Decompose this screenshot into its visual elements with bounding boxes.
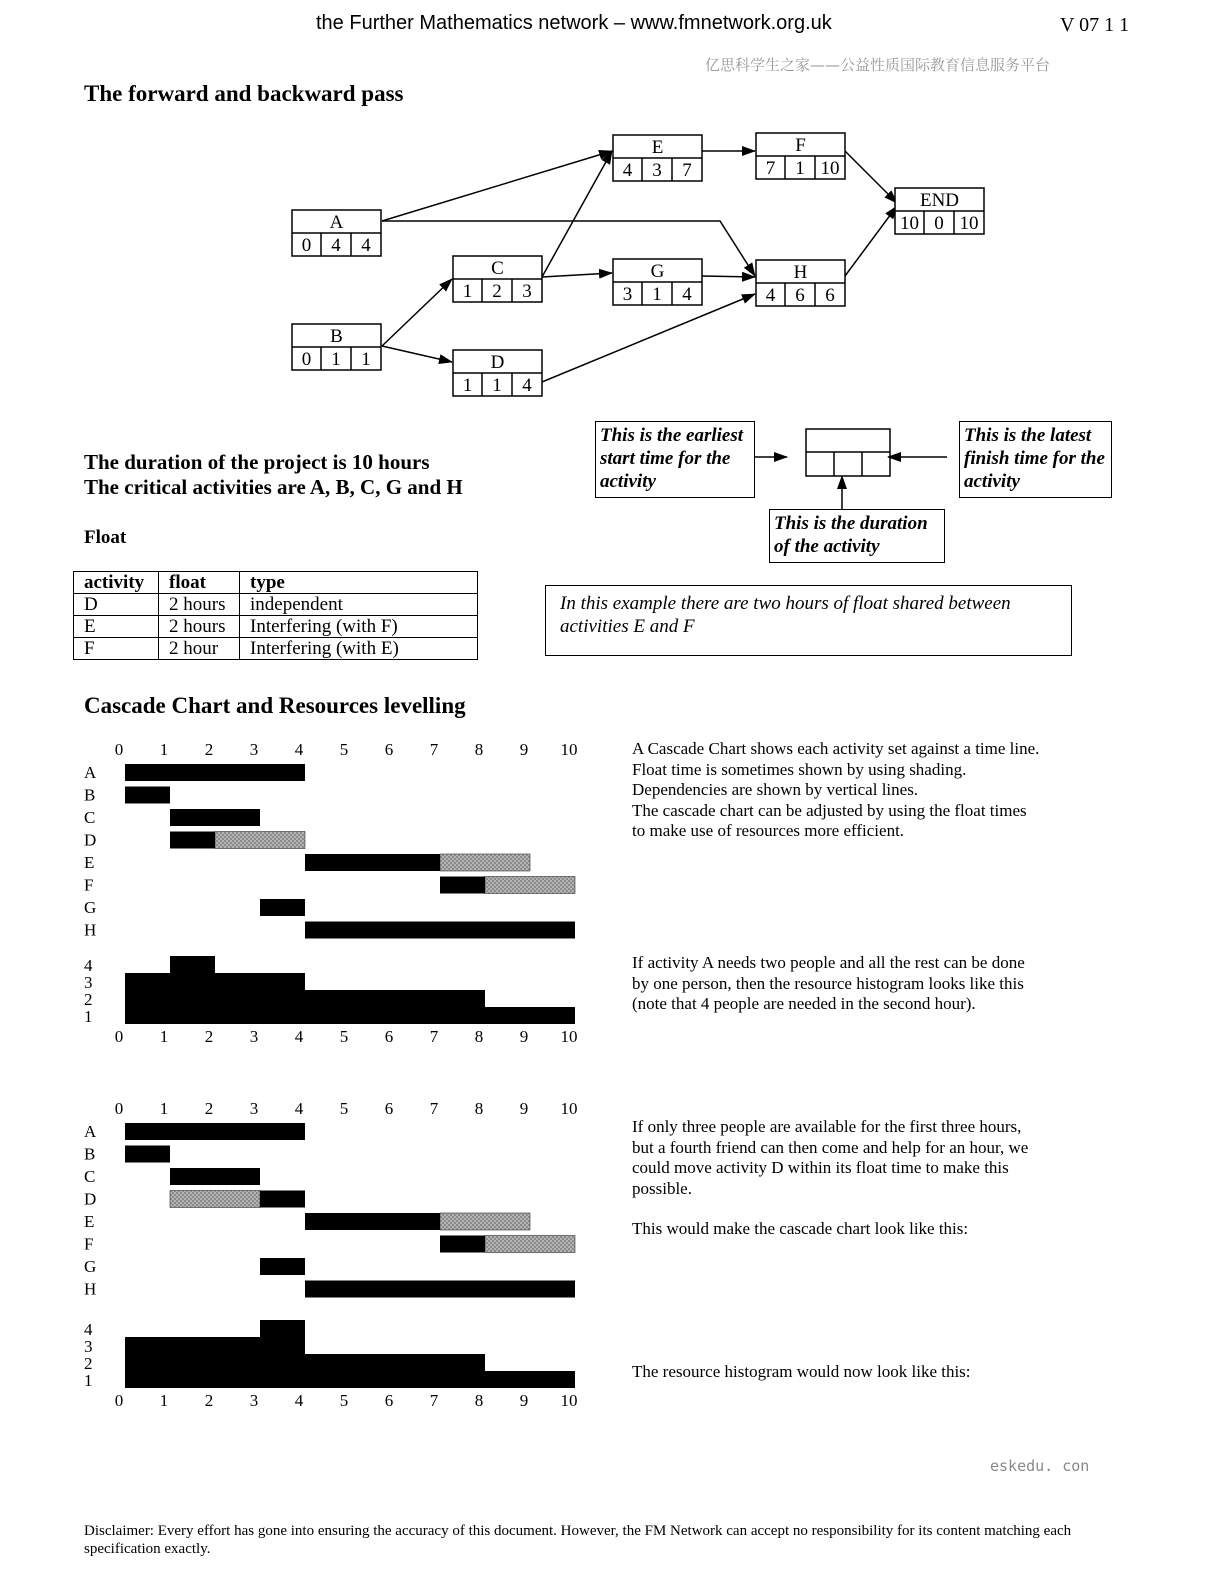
float-cell: 2 hour	[159, 638, 240, 660]
activity-bar	[170, 832, 215, 849]
row-label: A	[84, 1122, 97, 1141]
x-tick-label: 2	[204, 740, 214, 759]
activity-bar	[260, 1191, 305, 1208]
histogram-chart-3	[84, 1320, 578, 1410]
node-value-dur: 1	[795, 158, 805, 179]
text-line: to make use of resources more efficient.	[632, 821, 905, 840]
row-label: F	[84, 1234, 94, 1254]
histogram-bar	[395, 990, 440, 1024]
legend-latest-finish-box: This is the latest finish time for the activity	[959, 421, 1112, 498]
x-tick-label: 8	[474, 1099, 484, 1118]
row-label: H	[84, 920, 97, 940]
node-value-est: 10	[900, 213, 919, 234]
activity-bar	[440, 877, 485, 894]
activity-bar	[305, 1281, 575, 1298]
activity-bar	[170, 809, 260, 826]
histogram-bar	[125, 1337, 170, 1388]
footer-watermark: eskedu. con	[990, 1457, 1090, 1475]
paragraph-cascade-after: This would make the cascade chart look like this:	[632, 1219, 969, 1238]
y-tick-label: 2	[84, 1354, 93, 1373]
critical-activities-text: The critical activities are A, B, C, G and H	[84, 475, 463, 499]
histogram-bar	[485, 1007, 530, 1024]
node-value-est: 7	[765, 158, 776, 179]
x-tick-label: 8	[474, 1027, 484, 1046]
float-cell: Interfering (with F)	[240, 616, 478, 638]
x-tick-label: 4	[294, 1391, 304, 1410]
x-tick-label: 7	[429, 1099, 439, 1118]
histogram-bar	[485, 1371, 530, 1388]
row-label: F	[84, 875, 94, 895]
node-value-lft: 4	[682, 284, 692, 305]
project-duration-text: The duration of the project is 10 hours	[84, 450, 430, 474]
y-tick-label: 3	[84, 1337, 93, 1356]
y-tick-label: 1	[84, 1371, 93, 1390]
float-col-activity: activity	[74, 572, 159, 594]
float-cell: E	[74, 616, 159, 638]
node-value-est: 4	[765, 285, 776, 306]
x-tick-label: 9	[519, 1391, 529, 1410]
node-label: END	[919, 190, 960, 211]
x-tick-label: 7	[429, 1027, 439, 1046]
node-value-est: 3	[622, 284, 633, 305]
x-tick-label: 0	[114, 1027, 124, 1046]
row-label: G	[84, 1257, 97, 1276]
activity-bar	[305, 922, 575, 939]
x-tick-label: 10	[560, 740, 578, 759]
histogram-bar	[305, 990, 350, 1024]
paragraph-histogram	[632, 953, 1025, 1015]
node-value-lft: 7	[682, 160, 692, 181]
x-tick-label: 1	[159, 1099, 169, 1118]
float-bar	[170, 1191, 260, 1208]
node-value-dur: 3	[652, 160, 662, 181]
histogram-bar	[260, 973, 305, 1024]
node-value-dur: 0	[934, 213, 944, 234]
node-value-lft: 4	[361, 235, 371, 256]
node-value-est: 1	[462, 281, 473, 302]
x-tick-label: 3	[249, 1391, 259, 1410]
histogram-bar	[530, 1007, 575, 1024]
paragraph-histogram-after: The resource histogram would now look like this:	[632, 1362, 971, 1381]
float-heading: Float	[84, 527, 127, 548]
float-bar	[215, 832, 305, 849]
node-label: A	[329, 212, 344, 233]
node-value-est: 4	[622, 160, 633, 181]
text-line: The cascade chart can be adjusted by using the float times	[632, 800, 1027, 820]
x-tick-label: 7	[429, 740, 439, 759]
row-label: D	[84, 830, 97, 850]
histogram-bar	[125, 973, 170, 1024]
x-tick-label: 0	[114, 1099, 124, 1118]
row-label: C	[84, 1167, 96, 1186]
legend-earliest-start-box: This is the earliest start time for the activity	[595, 421, 755, 498]
y-tick-label: 4	[84, 956, 93, 975]
text-line: could move activity D within its float time to make this	[632, 1158, 1009, 1177]
x-tick-label: 6	[384, 1027, 394, 1046]
float-cell: F	[74, 638, 159, 660]
version-label: V 07 1 1	[1060, 14, 1130, 36]
node-label: H	[793, 262, 808, 283]
paragraph-cascade-intro	[632, 739, 1039, 842]
activity-bar	[125, 787, 170, 804]
row-label: A	[84, 763, 97, 782]
node-value-lft: 1	[361, 349, 371, 370]
x-tick-label: 10	[560, 1099, 578, 1118]
x-tick-label: 5	[339, 1391, 349, 1410]
activity-bar	[260, 899, 305, 916]
node-value-est: 0	[301, 235, 312, 256]
histogram-bar	[350, 1354, 395, 1388]
text-line: If activity A needs two people and all the rest can be done	[632, 953, 1025, 972]
x-tick-label: 6	[384, 740, 394, 759]
x-tick-label: 5	[339, 1099, 349, 1118]
row-label: B	[84, 785, 96, 805]
float-note-box: In this example there are two hours of float shared between activities E and F	[545, 585, 1072, 656]
histogram-bar	[350, 990, 395, 1024]
row-label: H	[84, 1279, 97, 1299]
section-heading-forward-backward: The forward and backward pass	[84, 81, 404, 106]
x-tick-label: 6	[384, 1099, 394, 1118]
histogram-bar	[170, 956, 215, 1024]
node-value-lft: 6	[825, 285, 835, 306]
row-label: B	[84, 1144, 96, 1164]
x-tick-label: 9	[519, 1099, 529, 1118]
x-tick-label: 10	[560, 1391, 578, 1410]
text-line: (note that 4 people are needed in the second hour).	[632, 994, 976, 1013]
activity-bar	[125, 1123, 305, 1140]
float-col-type: type	[240, 572, 478, 594]
gantt-chart-2	[84, 1099, 578, 1299]
watermark-text: 亿思科学生之家——公益性质国际教育信息服务平台	[705, 56, 1051, 74]
float-col-float: float	[159, 572, 240, 594]
histogram-bar	[530, 1371, 575, 1388]
x-tick-label: 1	[159, 740, 169, 759]
float-bar	[440, 1213, 530, 1230]
text-line: but a fourth friend can then come and help for an hour, we	[632, 1137, 1029, 1157]
node-value-lft: 3	[522, 281, 532, 302]
node-value-dur: 1	[652, 284, 662, 305]
row-label: G	[84, 898, 97, 917]
float-bar	[485, 877, 575, 894]
activity-bar	[170, 1168, 260, 1185]
histogram-bar	[395, 1354, 440, 1388]
node-label: B	[330, 326, 343, 347]
node-value-dur: 1	[492, 375, 502, 396]
float-cell: 2 hours	[159, 616, 240, 638]
text-line: Dependencies are shown by vertical lines.	[632, 780, 919, 799]
activity-bar	[260, 1258, 305, 1275]
x-tick-label: 8	[474, 740, 484, 759]
activity-bar	[125, 1146, 170, 1163]
histogram-bar	[305, 1354, 350, 1388]
paragraph-levelling	[632, 1117, 1028, 1199]
x-tick-label: 2	[204, 1027, 214, 1046]
x-tick-label: 5	[339, 740, 349, 759]
node-value-dur: 1	[331, 349, 341, 370]
x-tick-label: 5	[339, 1027, 349, 1046]
x-tick-label: 3	[249, 1027, 259, 1046]
histogram-bar	[170, 1337, 215, 1388]
x-tick-label: 4	[294, 1027, 304, 1046]
y-tick-label: 3	[84, 973, 93, 992]
row-label: E	[84, 853, 95, 872]
x-tick-label: 1	[159, 1391, 169, 1410]
legend-duration-box: This is the duration of the activity	[769, 509, 945, 563]
float-cell: Interfering (with E)	[240, 638, 478, 660]
disclaimer-text: Disclaimer: Every effort has gone into ensuring the accuracy of this document. However, the FM Network can accept no responsibility for its content matching each specification exactly.	[84, 1523, 1072, 1557]
float-cell: independent	[240, 594, 478, 616]
x-tick-label: 7	[429, 1391, 439, 1410]
histogram-bar	[260, 1320, 305, 1388]
x-tick-label: 3	[249, 1099, 259, 1118]
x-tick-label: 2	[204, 1099, 214, 1118]
x-tick-label: 9	[519, 1027, 529, 1046]
x-tick-label: 4	[294, 1099, 304, 1118]
node-value-dur: 6	[795, 285, 805, 306]
node-label: F	[795, 135, 806, 156]
x-tick-label: 8	[474, 1391, 484, 1410]
section-heading-cascade: Cascade Chart and Resources levelling	[84, 693, 466, 718]
x-tick-label: 1	[159, 1027, 169, 1046]
node-value-est: 0	[301, 349, 312, 370]
float-cell: 2 hours	[159, 594, 240, 616]
y-tick-label: 2	[84, 990, 93, 1009]
float-bar	[485, 1236, 575, 1253]
y-tick-label: 4	[84, 1320, 93, 1339]
histogram-bar	[215, 973, 260, 1024]
float-cell: D	[74, 594, 159, 616]
header-title: the Further Mathematics network – www.fmnetwork.org.uk	[316, 12, 832, 34]
text-line: A Cascade Chart shows each activity set against a time line.	[632, 739, 1040, 758]
histogram-chart-1	[84, 956, 578, 1046]
x-tick-label: 9	[519, 740, 529, 759]
x-tick-label: 10	[560, 1027, 578, 1046]
row-label: E	[84, 1212, 95, 1231]
text-line: possible.	[632, 1178, 692, 1198]
y-tick-label: 1	[84, 1007, 93, 1026]
node-value-lft: 10	[820, 158, 840, 179]
x-tick-label: 6	[384, 1391, 394, 1410]
text-line: by one person, then the resource histogram looks like this	[632, 973, 1024, 993]
activity-bar	[305, 854, 440, 871]
float-bar	[440, 854, 530, 871]
histogram-bar	[440, 990, 485, 1024]
node-label: C	[491, 258, 504, 279]
node-value-dur: 2	[492, 281, 502, 302]
histogram-bar	[215, 1337, 260, 1388]
text-line: Float time is sometimes shown by using shading.	[632, 759, 967, 779]
node-label: G	[650, 261, 665, 282]
x-tick-label: 4	[294, 740, 304, 759]
node-value-lft: 10	[959, 213, 979, 234]
activity-bar	[440, 1236, 485, 1253]
x-tick-label: 2	[204, 1391, 214, 1410]
node-value-dur: 4	[331, 235, 341, 256]
activity-bar	[305, 1213, 440, 1230]
row-label: D	[84, 1189, 97, 1209]
node-value-lft: 4	[522, 375, 532, 396]
activity-bar	[125, 764, 305, 781]
gantt-chart-0	[84, 740, 578, 940]
row-label: C	[84, 808, 96, 827]
x-tick-label: 0	[114, 1391, 124, 1410]
text-line: If only three people are available for the first three hours,	[632, 1117, 1022, 1136]
node-label: D	[490, 352, 505, 373]
node-label: E	[651, 137, 664, 158]
x-tick-label: 0	[114, 740, 124, 759]
x-tick-label: 3	[249, 740, 259, 759]
node-value-est: 1	[462, 375, 473, 396]
histogram-bar	[440, 1354, 485, 1388]
